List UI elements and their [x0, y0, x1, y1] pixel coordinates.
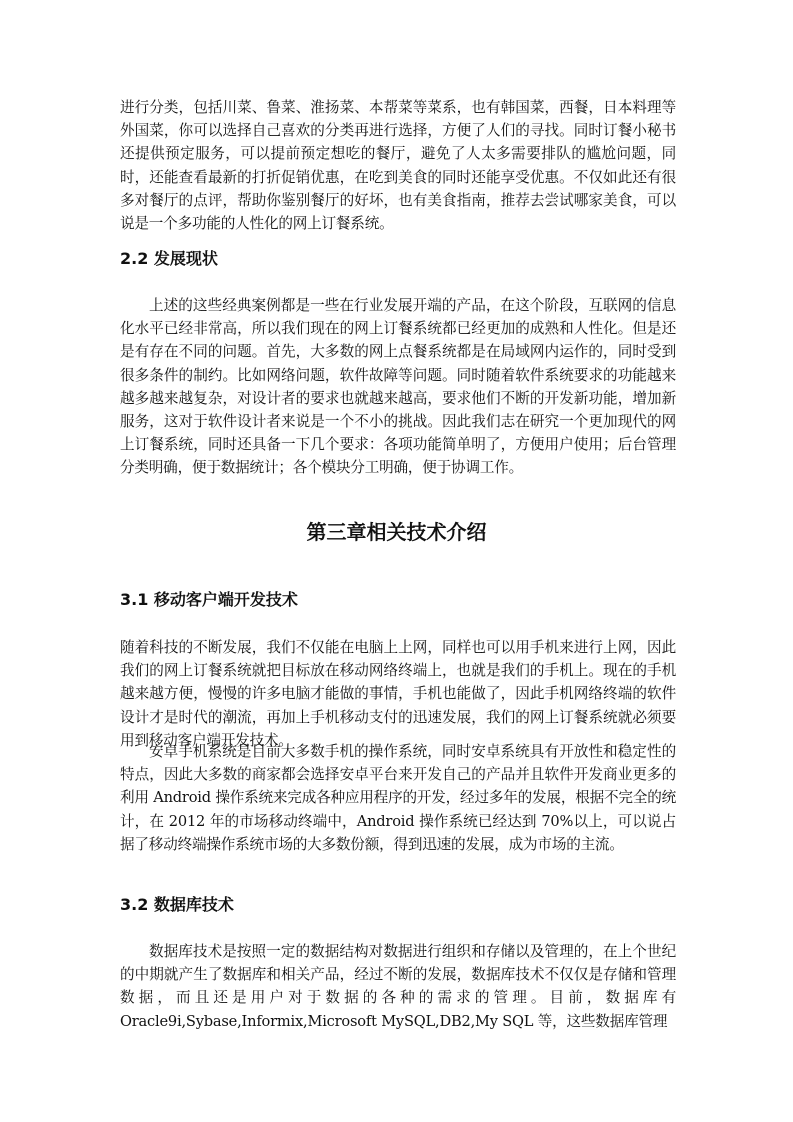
section-3-1-paragraph-1: 随着科技的不断发展，我们不仅能在电脑上上网，同样也可以用手机来进行上网，因此我们的网上订餐系统就把目标放在移动网络终端上，也就是我们的手机上。现在的手机越来越方便，慢慢的许多电脑才能做的事情，手机也能做了，因此手机网络终端的软件设计才是时代的潮流，再加上手机移动支付的迅速发展，我们的网上订餐系统就必须要用到移动客户端开发技术。 [120, 639, 676, 749]
section-3-1-paragraph-2: 安卓手机系统是目前大多数手机的操作系统，同时安卓系统具有开放性和稳定性的特点，因此大多数的商家都会选择安卓平台来开发自己的产品并且软件开发商业更多的利用 Android 操作系统来完成各种应用程序的开发，经过多年的发展，根据不完全的统计，在 2012 年的市场移动终端中，Android 操作系统已经达到 70%以上，可以说占据了移动终端操作系统市场的大多数份额，得到迅速的发展，成为市场的主流。 [120, 743, 676, 853]
section-3-2-heading: 3.2 数据库技术 [120, 895, 234, 914]
section-2-2-heading: 2.2 发展现状 [120, 249, 218, 268]
section-3-1-heading: 3.1 移动客户端开发技术 [120, 590, 298, 609]
section-3-2-paragraph: 数据库技术是按照一定的数据结构对数据进行组织和存储以及管理的，在上个世纪的中期就产生了数据库和相关产品，经过不断的发展，数据库技术不仅仅是存储和管理数据，而且还是用户对于数据的各种的需求的管理。目前，数据库有 Oracle9i,Sybase,Informix,Microsoft MySQL,DB2,My SQL 等，这些数据库管理 [120, 943, 676, 1030]
intro-paragraph: 进行分类，包括川菜、鲁菜、淮扬菜、本帮菜等菜系，也有韩国菜，西餐，日本料理等外国菜，你可以选择自己喜欢的分类再进行选择，方便了人们的寻找。同时订餐小秘书还提供预定服务，可以提前预定想吃的餐厅，避免了人太多需要排队的尴尬问题，同时，还能查看最新的打折促销优惠，在吃到美食的同时还能享受优惠。不仅如此还有很多对餐厅的点评，帮助你鉴别餐厅的好坏，也有美食指南，推荐去尝试哪家美食，可以说是一个多功能的人性化的网上订餐系统。 [120, 99, 676, 233]
section-2-2-paragraph: 上述的这些经典案例都是一些在行业发展开端的产品，在这个阶段，互联网的信息化水平已经非常高，所以我们现在的网上订餐系统都已经更加的成熟和人性化。但是还是有存在不同的问题。首先，大多数的网上点餐系统都是在局域网内运作的，同时受到很多条件的制约。比如网络问题，软件故障等问题。同时随着软件系统要求的功能越来越多越来越复杂，对设计者的要求也就越来越高，要求他们不断的开发新功能，增加新服务，这对于软件设计者来说是一个不小的挑战。因此我们志在研究一个更加现代的网上订餐系统，同时还具备一下几个要求：各项功能简单明了，方便用户使用；后台管理分类明确，便于数据统计；各个模块分工明确，便于协调工作。 [120, 297, 676, 477]
chapter-3-title: 第三章相关技术介绍 [306, 520, 487, 544]
